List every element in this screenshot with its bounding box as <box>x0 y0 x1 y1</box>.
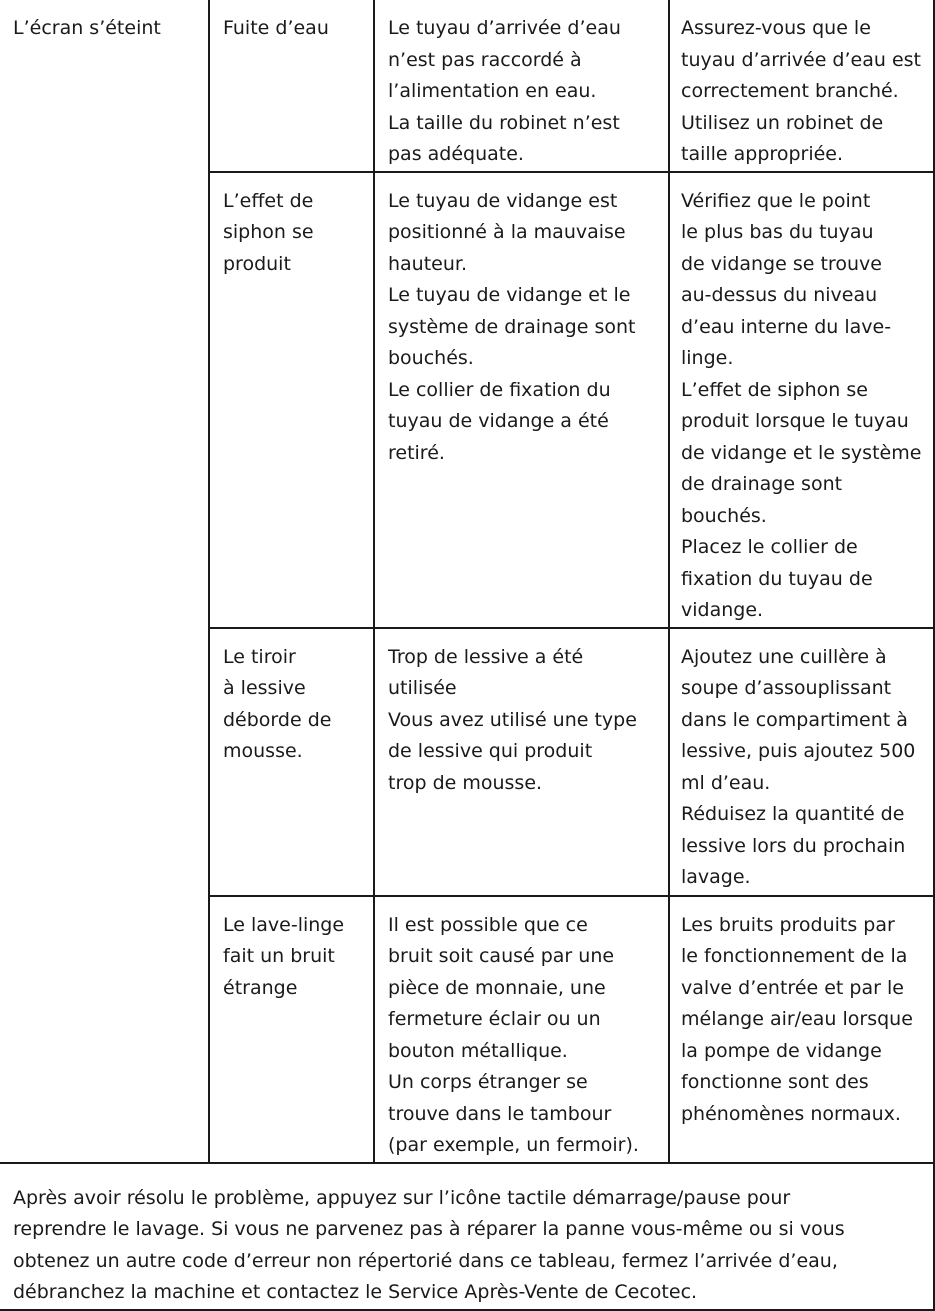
cause-text: Le tiroir à lessive déborde de mousse. <box>223 645 332 762</box>
footer-note: Après avoir résolu le problème, appuyez sur l’icône tactile démarrage/pause pour reprendre le lavage. Si vous ne parvenez pas à réparer la panne vous-même ou si vous obtenez un autre code d’erreur non répertorié dans ce tableau, fermez l’arrivée d’eau, débranchez la machine et contactez le Service Après-Vente de Cecotec. <box>13 1186 845 1303</box>
symptom-cell <box>0 0 209 1163</box>
reason-text: Le tuyau de vidange est positionné à la mauvaise hauteur. Le tuyau de vidange et le système de drainage sont bouchés. Le collier de fixation du tuyau de vidange a été retiré. <box>388 189 636 464</box>
cause-cell <box>209 172 374 628</box>
solution-text: Ajoutez une cuillère à soupe d’assouplissant dans le compartiment à lessive, puis ajoutez 500 ml d’eau. Réduisez la quantité de lessive lors du prochain lavage. <box>681 645 916 888</box>
cause-cell <box>209 896 374 1163</box>
cause-cell <box>209 0 374 172</box>
cause-text: L’effet de siphon se produit <box>223 189 314 275</box>
reason-text: Le tuyau d’arrivée d’eau n’est pas raccordé à l’alimentation en eau. La taille du robinet n’est pas adéquate. <box>388 17 621 165</box>
solution-cell <box>669 628 934 896</box>
symptom-text: L’écran s’éteint <box>13 17 161 39</box>
solution-cell <box>669 896 934 1163</box>
cause-cell <box>209 628 374 896</box>
reason-text: Il est possible que ce bruit soit causé par une pièce de monnaie, une fermeture éclair ou un bouton métallique. Un corps étranger se trouve dans le tambour (par exemple, un fermoir). <box>388 913 639 1156</box>
solution-text: Vérifiez que le point le plus bas du tuyau de vidange se trouve au-dessus du niveau d’eau interne du lave- linge. L’effet de siphon se produit lorsque le tuyau de vidange et le système de drainage sont bouchés. Placez le collier de fixation du tuyau de vidange. <box>681 189 922 621</box>
solution-cell <box>669 172 934 628</box>
reason-cell <box>374 628 669 896</box>
cause-text: Fuite d’eau <box>223 17 329 39</box>
reason-cell <box>374 172 669 628</box>
solution-text: Assurez-vous que le tuyau d’arrivée d’eau est correctement branché. Utilisez un robinet de taille appropriée. <box>681 17 921 165</box>
cause-text: Le lave-linge fait un bruit étrange <box>223 913 345 999</box>
reason-cell <box>374 896 669 1163</box>
reason-text: Trop de lessive a été utilisée Vous avez utilisé une type de lessive qui produit trop de mousse. <box>388 645 637 794</box>
footer-row <box>0 1163 934 1310</box>
reason-cell <box>374 0 669 172</box>
solution-cell <box>669 0 934 172</box>
footer-note-cell <box>0 1163 934 1310</box>
solution-text: Les bruits produits par le fonctionnement de la valve d’entrée et par le mélange air/eau lorsque la pompe de vidange fonctionne sont des phénomènes normaux. <box>681 913 913 1125</box>
table-row <box>0 0 934 172</box>
